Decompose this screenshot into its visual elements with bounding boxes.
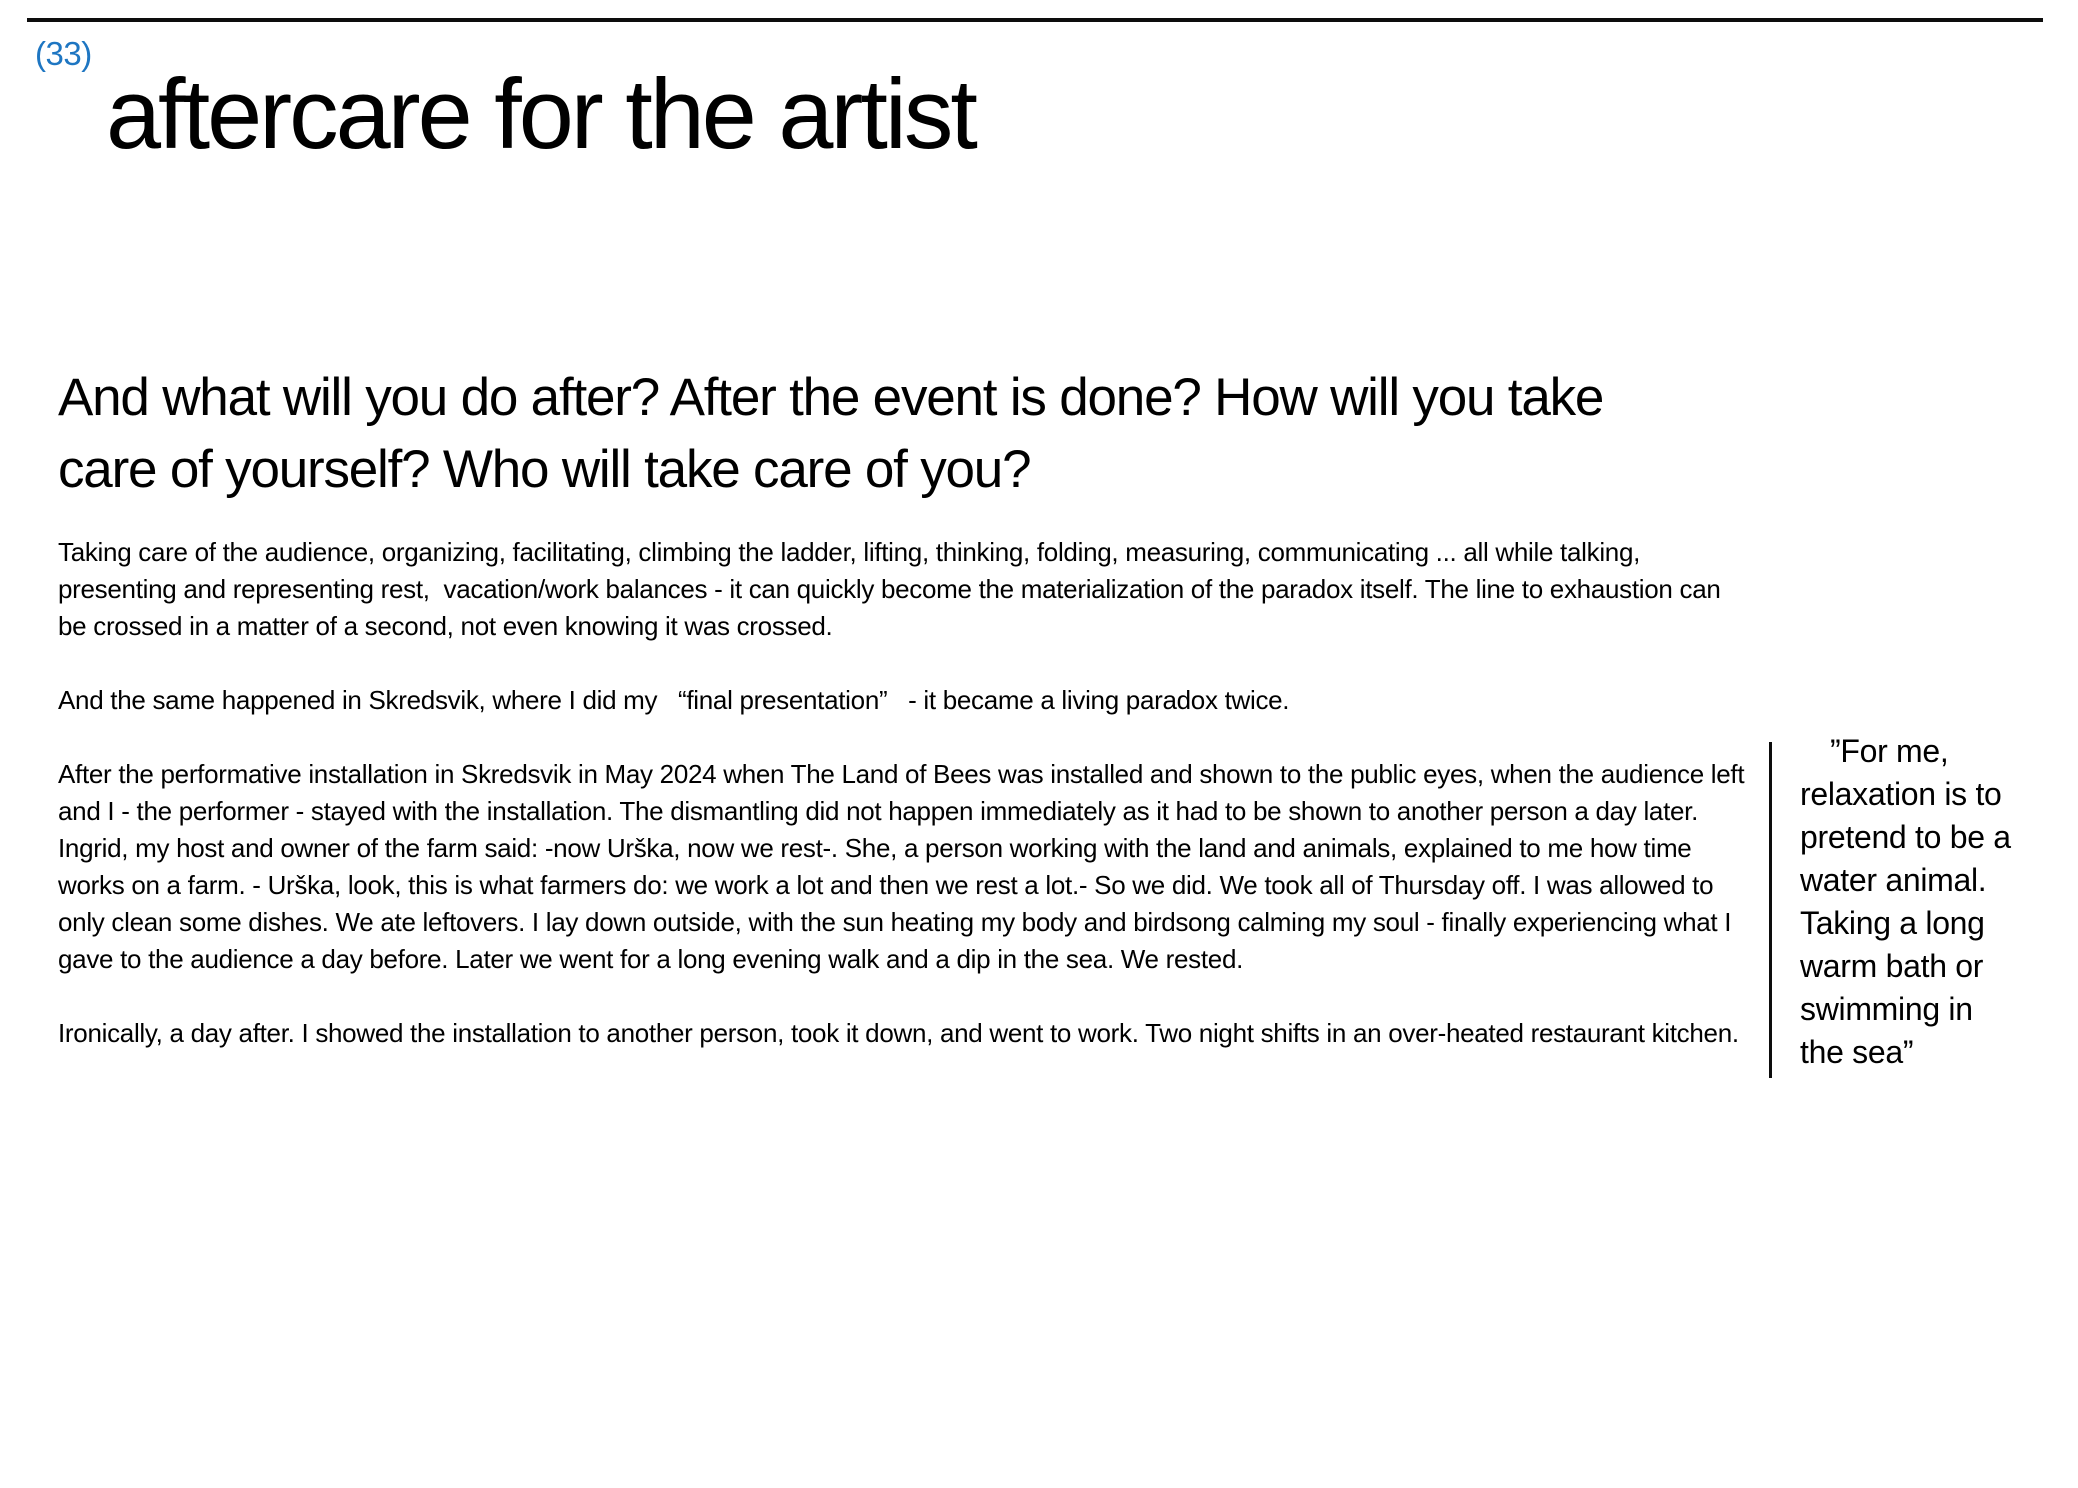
paragraph-installation-rest: After the performative installation in Skredsvik in May 2024 when The Land of Bees was installed and shown to the public eyes, when the audience left and I - the performer - stayed with the installation. The dismantling did not happen immediately as it had to be shown to another person a day later. Ingrid, my host and owner of the farm said: -now Urška, now we rest-. She, a person working with the land and animals, explained to me how time works on a farm. - Urška, look, this is what farmers do: we work a lot and then we rest a lot.- So we did. We took all of Thursday off. I was allowed to only clean some dishes. We ate leftovers. I lay down outside, with the sun heating my body and birdsong calming my soul - finally experiencing what I gave to the audience a day before. Later we went for a long evening walk and a dip in the sea. We rested. (58, 759, 1752, 974)
pull-quote-line: pretend to be a (1800, 819, 2011, 855)
pull-quote-line: Taking a long (1800, 905, 1985, 941)
pull-quote-line: the sea” (1800, 1034, 1914, 1070)
pull-quote-line: water animal. (1800, 862, 1987, 898)
paragraph-skredsvik-paradox: And the same happened in Skredsvik, where I did my “final presentation” - it became a living paradox twice. (58, 685, 1290, 715)
section-heading: And what will you do after? After the event is done? How will you take care of yourself? Who will take care of you? (58, 368, 1604, 499)
paragraph-exhaustion: Taking care of the audience, organizing, facilitating, climbing the ladder, lifting, thinking, folding, measuring, communicating ... all while talking, presenting and representing rest, vacation/work balances - it can quickly become the materialization of the paradox itself. The line to exhaustion can be crossed in a matter of a second, not even knowing it was crossed. (58, 537, 1728, 641)
page-number: (33) (35, 35, 92, 72)
pull-quote-line: ”For me, (1830, 733, 1949, 769)
paragraph-ironically: Ironically, a day after. I showed the installation to another person, took it down, and went to work. Two night shifts in an over-heated restaurant kitchen. (58, 1018, 1739, 1048)
pull-quote-line: relaxation is to (1800, 776, 2002, 812)
pull-quote (1800, 730, 2076, 1074)
pull-quote-line: swimming in (1800, 991, 1973, 1027)
quote-divider-line (1769, 742, 1772, 1078)
pull-quote-line: warm bath or (1800, 948, 1984, 984)
top-rule (27, 18, 2043, 22)
body-text (58, 534, 1752, 1089)
page-title: aftercare for the artist (106, 58, 975, 169)
